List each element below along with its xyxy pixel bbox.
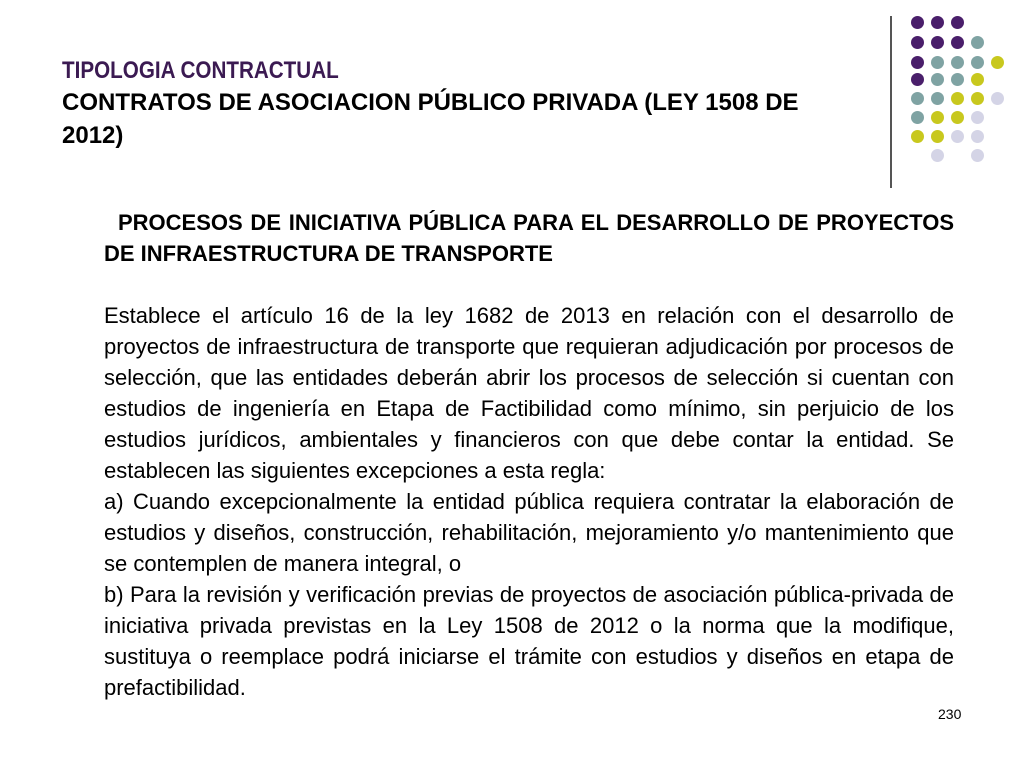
decorative-dot	[951, 73, 964, 86]
decorative-dot	[931, 56, 944, 69]
decorative-dot	[931, 73, 944, 86]
decorative-dot	[931, 130, 944, 143]
decorative-dot	[971, 56, 984, 69]
decorative-dot	[911, 92, 924, 105]
decorative-dot	[991, 92, 1004, 105]
decorative-dot	[971, 111, 984, 124]
decorative-dot	[991, 56, 1004, 69]
decorative-dot	[951, 92, 964, 105]
divider-line	[890, 16, 892, 188]
decorative-dot	[951, 130, 964, 143]
title-block	[62, 56, 862, 152]
section-heading: PROCESOS DE INICIATIVA PÚBLICA PARA EL DESARROLLO DE PROYECTOS DE INFRAESTRUCTURA DE TRANSPORTE	[104, 210, 954, 266]
decorative-dot	[951, 111, 964, 124]
decorative-dot	[931, 36, 944, 49]
decorative-dot	[971, 92, 984, 105]
slide-title: TIPOLOGIA CONTRACTUAL	[62, 57, 339, 84]
decorative-dot	[951, 56, 964, 69]
page-number: 230	[938, 706, 962, 722]
decorative-dot	[911, 16, 924, 29]
decorative-dot	[931, 16, 944, 29]
slide-body	[104, 207, 954, 703]
exception-a: a) Cuando excepcionalmente la entidad pública requiera contratar la elaboración de estudios y diseños, construcción, rehabilitación, mejoramiento y/o mantenimiento que se contemplen de manera integral, o	[104, 489, 954, 576]
main-paragraph: Establece el artículo 16 de la ley 1682 de 2013 en relación con el desarrollo de proyectos de infraestructura de transporte que requieran adjudicación por procesos de selección, que las entidades deberán abrir los procesos de selección si cuentan con estudios de ingeniería en Etapa de Factibilidad como mínimo, sin perjuicio de los estudios jurídicos, ambientales y financieros con que debe contar la entidad. Se establecen las siguientes excepciones a esta regla:	[104, 303, 954, 483]
decorative-dot	[971, 149, 984, 162]
exception-b: b) Para la revisión y verificación previas de proyectos de asociación pública-privada de iniciativa privada previstas en la Ley 1508 de 2012 o la norma que la modifique, sustituya o reemplace podrá iniciarse el trámite con estudios y diseños en etapa de prefactibilidad.	[104, 582, 954, 700]
decorative-dot	[911, 73, 924, 86]
decorative-dot	[911, 56, 924, 69]
decorative-dot	[951, 16, 964, 29]
decorative-dot	[971, 130, 984, 143]
decorative-dot	[931, 111, 944, 124]
decorative-dot	[971, 36, 984, 49]
slide-subtitle: CONTRATOS DE ASOCIACION PÚBLICO PRIVADA (LEY 1508 DE 2012)	[62, 89, 799, 149]
decorative-dot	[911, 111, 924, 124]
decorative-dot	[951, 36, 964, 49]
decorative-dot	[931, 92, 944, 105]
paragraph-spacer	[104, 269, 954, 300]
decorative-dot	[971, 73, 984, 86]
decorative-dot	[911, 130, 924, 143]
decorative-dot	[931, 149, 944, 162]
decorative-dot	[911, 36, 924, 49]
